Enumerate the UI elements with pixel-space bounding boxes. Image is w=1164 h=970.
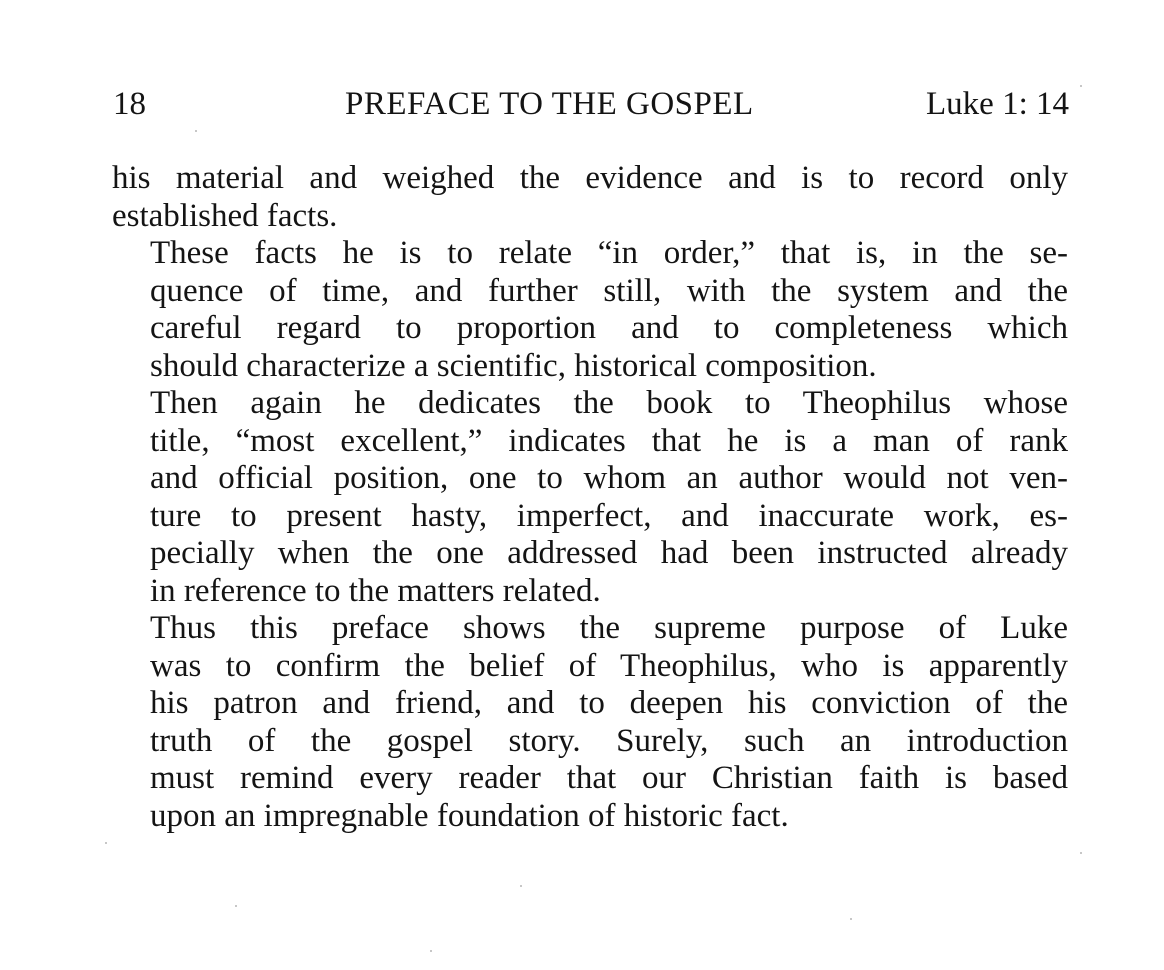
text-line: should characterize a scientific, historical composition. [150,347,877,384]
scan-speck [235,905,237,907]
scan-speck [195,130,197,132]
scripture-reference: Luke 1: 14 [926,86,1069,122]
text-line: pecially when the one addressed had been instructed already [150,535,1068,571]
text-line: his material and weighed the evidence and is to record only [112,160,1068,196]
scan-speck [430,950,432,952]
paragraph-3 [112,385,1068,610]
scan-speck [520,885,522,887]
paragraph-1 [112,160,1068,235]
text-line: ture to present hasty, imperfect, and inaccurate work, es- [150,497,1068,534]
text-line: and official position, one to whom an author would not ven- [150,460,1068,496]
text-line: must remind every reader that our Christian faith is based [150,760,1068,796]
text-line: title, “most excellent,” indicates that he is a man of rank [150,422,1068,459]
text-line: established facts. [112,197,338,234]
text-line: careful regard to proportion and to completeness which [150,310,1068,346]
text-line: was to confirm the belief of Theophilus, who is apparently [150,647,1068,684]
paragraph-2 [112,235,1068,385]
text-line: in reference to the matters related. [150,572,601,609]
scan-speck [1080,85,1082,87]
running-header [113,82,1069,126]
text-line: Thus this preface shows the supreme purpose of Luke [150,610,1068,646]
scan-speck [105,842,107,844]
running-title: PREFACE TO THE GOSPEL [345,86,754,122]
page-number: 18 [113,86,146,122]
scan-speck [1080,852,1082,854]
text-line: upon an impregnable foundation of historic fact. [150,797,789,834]
text-line: Then again he dedicates the book to Theophilus whose [150,385,1068,421]
paragraph-4 [112,610,1068,835]
scan-speck [850,918,852,920]
body-text [112,160,1068,835]
text-line: These facts he is to relate “in order,” that is, in the se- [150,235,1068,271]
text-line: quence of time, and further still, with the system and the [150,272,1068,309]
text-line: his patron and friend, and to deepen his conviction of the [150,685,1068,721]
text-line: truth of the gospel story. Surely, such an introduction [150,722,1068,759]
